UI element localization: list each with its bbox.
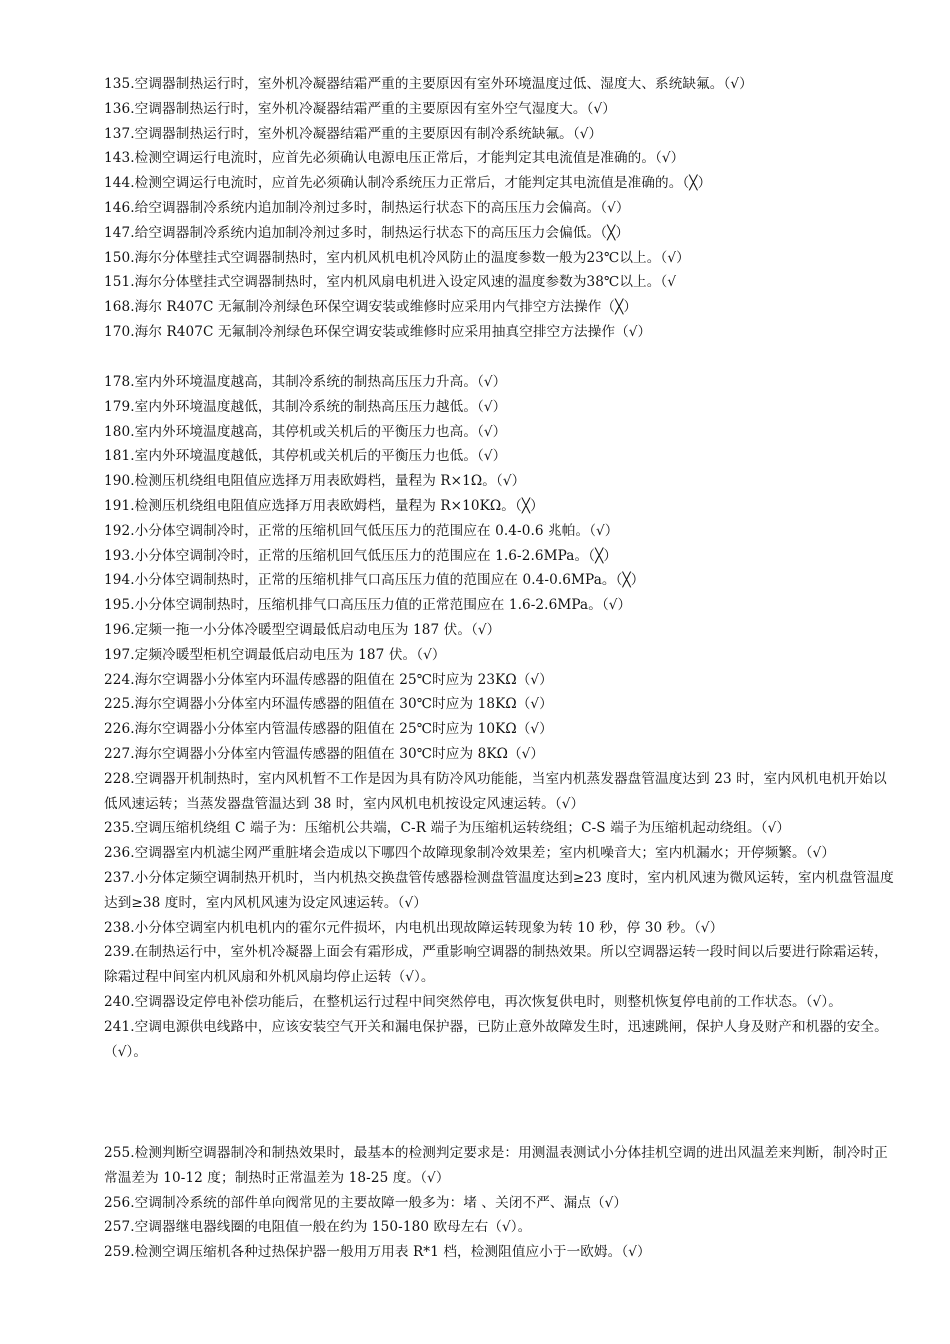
question-item: 150.海尔分体壁挂式空调器制热时，室内机风机电机冷风防止的温度参数一般为23℃以上。（√） [104, 249, 690, 266]
question-item: 197.定频冷暖型柜机空调最低启动电压为 187 伏。（√） [104, 646, 446, 663]
question-block-3 [104, 1141, 894, 1265]
question-item: 181.室内外环境温度越低，其停机或关机后的平衡压力也低。（√） [104, 448, 507, 465]
question-item: 228.空调器开机制热时，室内风机暂不工作是因为具有防冷风功能能，当室内机蒸发器盘管温度达到 23 时，室内风机电机开始以低风速运转；当蒸发器盘管温达到 38 时，室内风机电机按设定风速运转。（√） [104, 770, 887, 812]
question-item: 146.给空调器制冷系统内追加制冷剂过多时，制热运行状态下的高压压力会偏高。（√） [104, 199, 630, 216]
question-item: 193.小分体空调制冷时，正常的压缩机回气低压压力的范围应在 1.6-2.6MPa。（╳） [104, 547, 618, 564]
question-item: 192.小分体空调制冷时，正常的压缩机回气低压压力的范围应在 0.4-0.6 兆帕。（√） [104, 522, 619, 539]
question-item: 194.小分体空调制热时，正常的压缩机排气口高压压力值的范围应在 0.4-0.6MPa。（╳） [104, 572, 645, 589]
question-item: 179.室内外环境温度越低，其制冷系统的制热高压压力越低。（√） [104, 398, 507, 415]
question-item: 137.空调器制热运行时，室外机冷凝器结霜严重的主要原因有制冷系统缺氟。（√） [104, 125, 603, 142]
question-item: 240.空调器设定停电补偿功能后，在整机运行过程中间突然停电，再次恢复供电时，则整机恢复停电前的工作状态。（√）。 [104, 993, 842, 1010]
question-item: 259.检测空调压缩机各种过热保护器一般用万用表 R*1 档，检测阻值应小于一欧姆。（√） [104, 1244, 651, 1261]
question-item: 190.检测压机绕组电阻值应选择万用表欧姆档，量程为 R×1Ω。（√） [104, 473, 526, 490]
question-item: 225.海尔空调器小分体室内环温传感器的阻值在 30℃时应为 18KΩ（√） [104, 696, 553, 713]
question-item: 257.空调器继电器线圈的电阻值一般在约为 150-180 欧母左右（√）。 [104, 1219, 532, 1236]
question-item: 238.小分体空调室内机电机内的霍尔元件损坏，内电机出现故障运转现象为转 10 秒，停 30 秒。（√） [104, 919, 724, 936]
question-item: 178.室内外环境温度越高，其制冷系统的制热高压压力升高。（√） [104, 374, 507, 390]
question-item: 237.小分体定频空调制热开机时，当内机热交换盘管传感器检测盘管温度达到≥23 度时，室内机风速为微风运转，室内机盘管温度达到≥38 度时，室内风机风速为设定风速运转。（√） [104, 869, 894, 911]
question-item: 143.检测空调运行电流时，应首先必须确认电源电压正常后，才能判定其电流值是准确的。（√） [104, 150, 685, 167]
question-item: 144.检测空调运行电流时，应首先必须确认制冷系统压力正常后，才能判定其电流值是准确的。（╳） [104, 175, 712, 192]
question-item: 227.海尔空调器小分体室内管温传感器的阻值在 30℃时应为 8KΩ（√） [104, 745, 545, 762]
question-item: 241.空调电源供电线路中，应该安装空气开关和漏电保护器，已防止意外故障发生时，迅速跳闸，保护人身及财产和机器的安全。（√）。 [104, 1018, 888, 1060]
question-item: 168.海尔 R407C 无氟制冷剂绿色环保空调安装或维修时应采用内气排空方法操作（╳） [104, 299, 638, 316]
question-item: 147.给空调器制冷系统内追加制冷剂过多时，制热运行状态下的高压压力会偏低。（╳） [104, 224, 630, 241]
question-block-2 [104, 370, 894, 1064]
question-item: 236.空调器室内机滤尘网严重脏堵会造成以下哪四个故障现象制冷效果差；室内机噪音大；室内机漏水；开停频繁。（√） [104, 845, 836, 862]
question-item: 195.小分体空调制热时，压缩机排气口高压压力值的正常范围应在 1.6-2.6MPa。（√） [104, 597, 632, 614]
question-item: 191.检测压机绕组电阻值应选择万用表欧姆档，量程为 R×10KΩ。（╳） [104, 497, 544, 514]
question-item: 170.海尔 R407C 无氟制冷剂绿色环保空调安装或维修时应采用抽真空排空方法操作（√） [104, 323, 652, 340]
question-item: 151.海尔分体壁挂式空调器制热时，室内机风扇电机进入设定风速的温度参数为38℃以上。（√ [104, 274, 677, 291]
question-item: 180.室内外环境温度越高，其停机或关机后的平衡压力也高。（√） [104, 423, 507, 440]
question-item: 136.空调器制热运行时，室外机冷凝器结霜严重的主要原因有室外空气湿度大。（√） [104, 100, 616, 117]
question-item: 255.检测判断空调器制冷和制热效果时，最基本的检测判定要求是：用测温表测试小分体挂机空调的进出风温差来判断，制冷时正常温差为 10-12 度；制热时正常温差为 18-25 度。（√） [104, 1145, 888, 1186]
question-item: 224.海尔空调器小分体室内环温传感器的阻值在 25℃时应为 23KΩ（√） [104, 671, 553, 688]
question-item: 135.空调器制热运行时，室外机冷凝器结霜严重的主要原因有室外环境温度过低、湿度大、系统缺氟。（√） [104, 76, 753, 92]
question-item: 256.空调制冷系统的部件单向阀常见的主要故障一般多为：堵 、关闭不严、漏点（√） [104, 1194, 628, 1211]
question-item: 235.空调压缩机绕组 C 端子为：压缩机公共端，C-R 端子为压缩机运转绕组；C-S 端子为压缩机起动绕组。（√） [104, 820, 791, 837]
question-item: 226.海尔空调器小分体室内管温传感器的阻值在 25℃时应为 10KΩ（√） [104, 721, 553, 738]
question-item: 196.定频一拖一小分体冷暖型空调最低启动电压为 187 伏。（√） [104, 621, 501, 638]
question-item: 239.在制热运行中，室外机冷凝器上面会有霜形成，严重影响空调器的制热效果。所以空调器运转一段时间以后要进行除霜运转，除霜过程中间室内机风扇和外机风扇均停止运转（√）。 [104, 944, 888, 986]
question-block-1 [104, 72, 894, 345]
